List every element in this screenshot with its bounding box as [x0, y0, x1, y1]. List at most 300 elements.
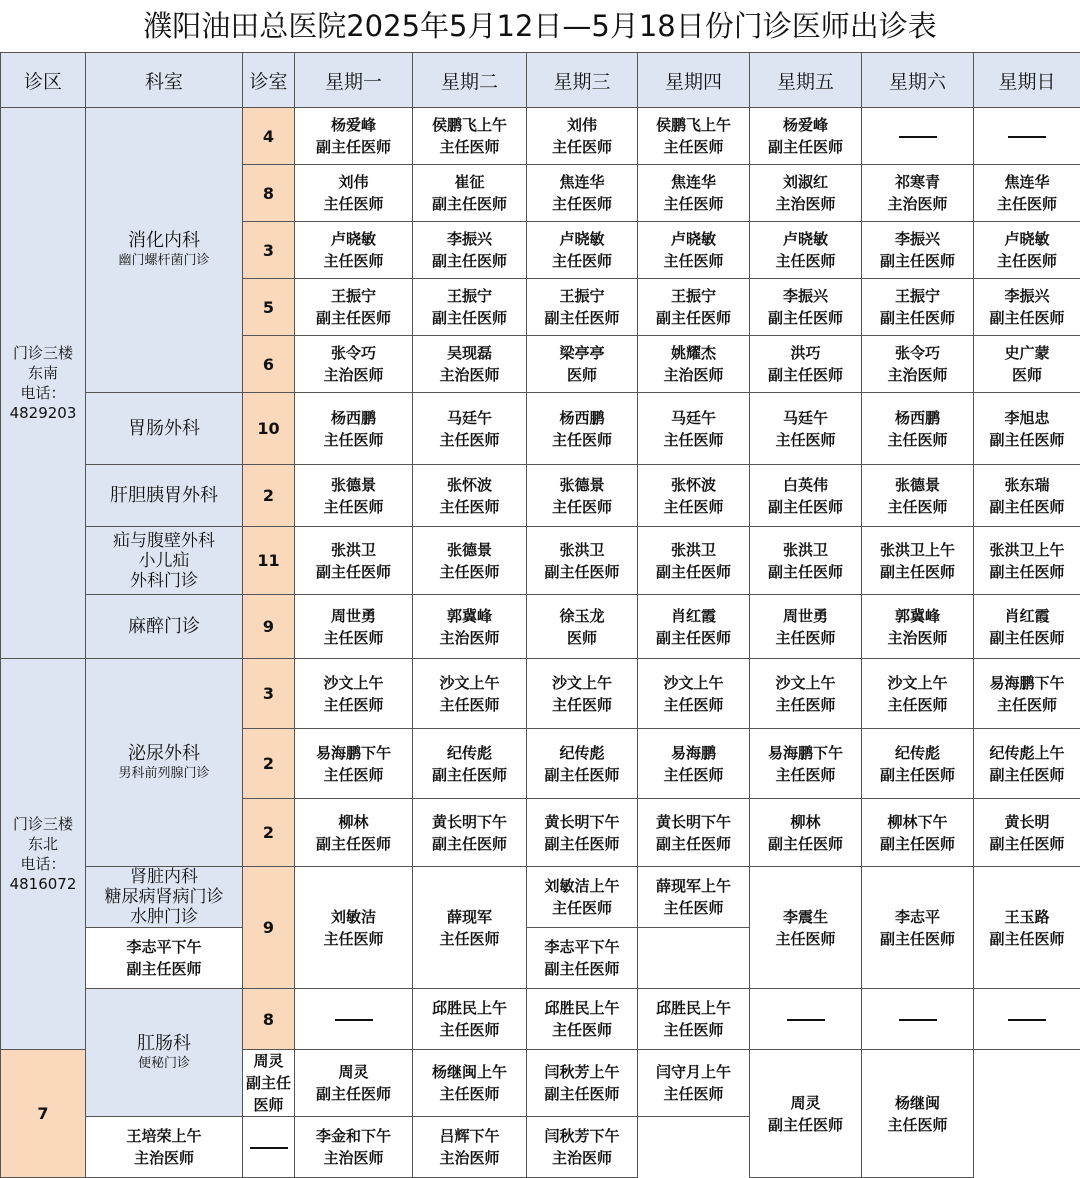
dept-line: 小儿疝 [86, 551, 242, 571]
doctor-name: 张怀波 [413, 474, 526, 496]
doctor-title: 主任医师 [413, 136, 526, 158]
cell-sun [974, 279, 1080, 336]
cell-mon [295, 659, 413, 729]
doctor-title: 副主任医师 [750, 136, 861, 158]
doctor-title: 主治医师 [413, 364, 526, 386]
doctor-name: 侯鹏飞上午 [413, 114, 526, 136]
cell-mon-pm [86, 1117, 243, 1178]
doctor-name: 吴现磊 [413, 342, 526, 364]
cell-mon [295, 222, 413, 279]
doctor-name: 沙文上午 [413, 672, 526, 694]
doctor-name: 王振宁 [295, 285, 412, 307]
cell-sat [862, 527, 974, 595]
dept-nephrology [86, 867, 243, 928]
doctor-name: 李振兴 [862, 228, 973, 250]
dept-anorectal [86, 989, 243, 1117]
doctor-title: 主任医师 [527, 897, 637, 919]
cell-tue [413, 165, 527, 222]
doctor-name: 杨西鹏 [295, 407, 412, 429]
cell-tue [413, 393, 527, 465]
doctor-name: 张德景 [862, 474, 973, 496]
doctor-name: 刘敏洁 [295, 906, 412, 928]
no-clinic-dash [899, 1019, 937, 1021]
doctor-title: 副主任医师 [527, 958, 637, 980]
page-title: 濮阳油田总医院2025年5月12日—5月18日份门诊医师出诊表 [0, 0, 1080, 52]
doctor-name: 易海鹏下午 [295, 742, 412, 764]
doctor-name: 焦连华 [974, 171, 1080, 193]
doctor-title: 副主任医师 [638, 833, 749, 855]
zone-phone: 4816072 [1, 874, 85, 894]
doctor-title: 医师 [527, 364, 637, 386]
doctor-name: 黄长明下午 [527, 811, 637, 833]
doctor-name: 杨爱峰 [295, 114, 412, 136]
dept-line: 疝与腹壁外科 [86, 531, 242, 551]
table-row [1, 393, 1080, 465]
doctor-name: 沙文上午 [295, 672, 412, 694]
cell-fri [750, 867, 862, 989]
doctor-title: 主治医师 [295, 364, 412, 386]
cell-tue [413, 465, 527, 527]
doctor-name: 易海鹏下午 [750, 742, 861, 764]
cell-sat [862, 659, 974, 729]
doctor-title: 主治医师 [413, 1147, 526, 1169]
doctor-title: 副主任医师 [862, 307, 973, 329]
cell-thu [638, 659, 750, 729]
doctor-title: 主任医师 [750, 250, 861, 272]
cell-wed [527, 108, 638, 165]
doctor-name: 张令巧 [862, 342, 973, 364]
doctor-title: 主治医师 [862, 364, 973, 386]
cell-fri [750, 595, 862, 659]
doctor-name: 沙文上午 [527, 672, 637, 694]
cell-wed-am [527, 867, 638, 928]
doctor-title: 主任医师 [295, 627, 412, 649]
cell-mon [295, 527, 413, 595]
cell-tue [413, 799, 527, 867]
room-number: 6 [243, 336, 295, 393]
doctor-title: 主任医师 [638, 897, 749, 919]
cell-sat [862, 393, 974, 465]
doctor-name: 张洪卫 [527, 539, 637, 561]
doctor-name: 李旭忠 [974, 407, 1080, 429]
dept-digestive [86, 108, 243, 393]
cell-fri [750, 279, 862, 336]
doctor-title: 主任医师 [295, 928, 412, 950]
dept-line: 肾脏内科 [86, 867, 242, 887]
doctor-title: 主任医师 [638, 136, 749, 158]
cell-wed [527, 799, 638, 867]
cell-tue-pm [243, 1117, 295, 1178]
cell-sat [862, 867, 974, 989]
doctor-name: 周灵 [750, 1092, 861, 1114]
doctor-name: 纪传彪上午 [974, 742, 1080, 764]
cell-tue [413, 659, 527, 729]
doctor-title: 主任医师 [862, 694, 973, 716]
cell-fri [750, 989, 862, 1050]
doctor-title: 主任医师 [413, 429, 526, 451]
room-number: 2 [243, 799, 295, 867]
doctor-name: 张德景 [413, 539, 526, 561]
cell-tue [413, 595, 527, 659]
cell-tue [413, 989, 527, 1050]
cell-fri [750, 165, 862, 222]
doctor-name: 张洪卫 [750, 539, 861, 561]
cell-fri [750, 336, 862, 393]
doctor-title: 主任医师 [413, 694, 526, 716]
cell-thu-pm [527, 928, 638, 989]
doctor-name: 白英伟 [750, 474, 861, 496]
no-clinic-dash [250, 1147, 288, 1149]
zone-line2: 东北 [1, 834, 85, 854]
doctor-title: 主治医师 [862, 627, 973, 649]
doctor-name: 史广蒙 [974, 342, 1080, 364]
doctor-name: 柳林 [295, 811, 412, 833]
doctor-title: 主任医师 [295, 250, 412, 272]
cell-thu [638, 465, 750, 527]
cell-mon [295, 336, 413, 393]
doctor-title: 主任医师 [527, 1019, 637, 1041]
zone-line3: 电话： [1, 383, 85, 403]
doctor-title: 主任医师 [527, 694, 637, 716]
doctor-name: 徐玉龙 [527, 605, 637, 627]
doctor-title: 主治医师 [527, 1147, 637, 1169]
cell-thu [638, 729, 750, 799]
doctor-name: 杨西鹏 [862, 407, 973, 429]
doctor-name: 柳林下午 [862, 811, 973, 833]
doctor-title: 副主任医师 [750, 364, 861, 386]
cell-tue [413, 279, 527, 336]
doctor-title: 主任医师 [527, 193, 637, 215]
cell-mon [295, 729, 413, 799]
table-row [1, 595, 1080, 659]
room-number: 4 [243, 108, 295, 165]
cell-tue [413, 336, 527, 393]
cell-sun [974, 336, 1080, 393]
doctor-name: 张洪卫 [638, 539, 749, 561]
doctor-title: 主任医师 [638, 694, 749, 716]
cell-sat [750, 1050, 862, 1178]
zone-line2: 东南 [1, 363, 85, 383]
doctor-name: 卢晓敏 [974, 228, 1080, 250]
cell-sun [974, 165, 1080, 222]
cell-mon [295, 595, 413, 659]
doctor-name: 吕辉下午 [413, 1125, 526, 1147]
no-clinic-dash [899, 136, 937, 138]
doctor-title: 副主任医师 [413, 250, 526, 272]
cell-sat [862, 465, 974, 527]
doctor-title: 副主任医师 [86, 958, 242, 980]
room-number: 10 [243, 393, 295, 465]
doctor-name: 王振宁 [638, 285, 749, 307]
doctor-title: 副主任医师 [527, 833, 637, 855]
no-clinic-dash [1008, 136, 1046, 138]
doctor-title: 主任医师 [295, 694, 412, 716]
zone-line1: 门诊三楼 [1, 814, 85, 834]
doctor-title: 副主任医师 [974, 307, 1080, 329]
room-number: 2 [243, 729, 295, 799]
table-row [1, 659, 1080, 729]
doctor-title: 主任医师 [638, 764, 749, 786]
doctor-name: 李志平 [862, 906, 973, 928]
cell-sat [862, 336, 974, 393]
doctor-name: 李金和下午 [295, 1125, 412, 1147]
room-number: 7 [1, 1050, 86, 1178]
cell-mon [295, 989, 413, 1050]
doctor-name: 周世勇 [295, 605, 412, 627]
dept-line: 外科门诊 [86, 571, 242, 591]
doctor-title: 主任医师 [527, 429, 637, 451]
cell-sun [974, 867, 1080, 989]
doctor-name: 郭冀峰 [862, 605, 973, 627]
doctor-title: 主治医师 [638, 364, 749, 386]
cell-fri [750, 729, 862, 799]
cell-wed [527, 465, 638, 527]
cell-fri-am [638, 1050, 750, 1117]
doctor-name: 刘淑红 [750, 171, 861, 193]
cell-mon [295, 108, 413, 165]
doctor-title: 副主任医师 [862, 833, 973, 855]
doctor-title: 主治医师 [413, 627, 526, 649]
doctor-name: 卢晓敏 [750, 228, 861, 250]
zone-line1: 门诊三楼 [1, 343, 85, 363]
doctor-title: 主治医师 [862, 193, 973, 215]
doctor-name: 闫秋芳下午 [527, 1125, 637, 1147]
no-clinic-dash [335, 1019, 373, 1021]
doctor-title: 副主任医师 [638, 627, 749, 649]
doctor-title: 副主任医师 [862, 928, 973, 950]
doctor-title: 主任医师 [527, 496, 637, 518]
header-dept: 科室 [86, 53, 243, 108]
doctor-title: 主任医师 [527, 250, 637, 272]
room-number: 9 [243, 595, 295, 659]
doctor-name: 纪传彪 [413, 742, 526, 764]
zone-southeast [1, 108, 86, 659]
doctor-title: 副主任医师 [527, 561, 637, 583]
cell-mon [295, 465, 413, 527]
header-sat: 星期六 [862, 53, 974, 108]
cell-tue [413, 108, 527, 165]
doctor-title: 医师 [527, 627, 637, 649]
doctor-name: 马廷午 [750, 407, 861, 429]
doctor-title: 主任医师 [413, 1083, 526, 1105]
doctor-name: 王振宁 [527, 285, 637, 307]
dept-subtitle: 男科前列腺门诊 [86, 765, 242, 783]
doctor-title: 副主任医师 [413, 764, 526, 786]
dept-hepatobiliary [86, 465, 243, 527]
doctor-title: 主任医师 [527, 136, 637, 158]
cell-tue [413, 527, 527, 595]
doctor-name: 李振兴 [413, 228, 526, 250]
doctor-title: 主任医师 [974, 694, 1080, 716]
doctor-title: 主治医师 [86, 1147, 242, 1169]
doctor-title: 主任医师 [638, 429, 749, 451]
cell-fri [750, 465, 862, 527]
dept-hernia [86, 527, 243, 595]
room-number: 5 [243, 279, 295, 336]
header-wed: 星期三 [527, 53, 638, 108]
cell-thu [638, 336, 750, 393]
doctor-name: 崔征 [413, 171, 526, 193]
cell-thu [638, 799, 750, 867]
cell-sun [974, 465, 1080, 527]
doctor-title: 主任医师 [413, 561, 526, 583]
cell-sat [862, 108, 974, 165]
no-clinic-dash [787, 1019, 825, 1021]
header-thu: 星期四 [638, 53, 750, 108]
doctor-name: 张德景 [527, 474, 637, 496]
cell-fri [750, 222, 862, 279]
table-row [1, 527, 1080, 595]
doctor-name: 侯鹏飞上午 [638, 114, 749, 136]
doctor-name: 闫秋芳上午 [527, 1061, 637, 1083]
table-row [1, 108, 1080, 165]
doctor-title: 主任医师 [750, 694, 861, 716]
doctor-title: 主治医师 [750, 193, 861, 215]
doctor-name: 刘敏洁上午 [527, 875, 637, 897]
doctor-title: 主任医师 [295, 429, 412, 451]
dept-name: 肛肠科 [86, 1033, 242, 1055]
doctor-title: 主任医师 [750, 928, 861, 950]
doctor-name: 马廷午 [638, 407, 749, 429]
doctor-name: 卢晓敏 [527, 228, 637, 250]
doctor-title: 主任医师 [862, 429, 973, 451]
cell-mon [295, 279, 413, 336]
cell-sun [974, 799, 1080, 867]
doctor-name: 黄长明下午 [638, 811, 749, 833]
dept-name: 胃肠外科 [86, 418, 242, 440]
cell-wed [527, 989, 638, 1050]
doctor-name: 杨继闽 [862, 1092, 973, 1114]
cell-thu-pm [413, 1117, 527, 1178]
room-number: 9 [243, 867, 295, 989]
doctor-name: 周灵 [295, 1061, 412, 1083]
doctor-name: 王振宁 [862, 285, 973, 307]
cell-thu [638, 527, 750, 595]
doctor-title: 副主任医师 [862, 764, 973, 786]
cell-wed [527, 659, 638, 729]
cell-sun [862, 1050, 974, 1178]
doctor-title: 主任医师 [750, 627, 861, 649]
doctor-title: 副主任医师 [750, 833, 861, 855]
doctor-name: 邱胜民上午 [527, 997, 637, 1019]
cell-wed [527, 393, 638, 465]
doctor-title: 副主任医师 [638, 307, 749, 329]
cell-thu [638, 165, 750, 222]
cell-sun [974, 393, 1080, 465]
header-row [1, 53, 1080, 108]
doctor-title: 主任医师 [638, 193, 749, 215]
room-number: 8 [243, 165, 295, 222]
doctor-title: 副主任医师 [974, 561, 1080, 583]
header-mon: 星期一 [295, 53, 413, 108]
doctor-name: 沙文上午 [750, 672, 861, 694]
doctor-name: 杨爱峰 [750, 114, 861, 136]
doctor-title: 副主任医师 [974, 627, 1080, 649]
header-fri: 星期五 [750, 53, 862, 108]
doctor-name: 张东瑞 [974, 474, 1080, 496]
doctor-title: 副主任医师 [295, 1083, 412, 1105]
dept-name: 泌尿外科 [86, 743, 242, 765]
cell-wed [527, 222, 638, 279]
doctor-title: 主任医师 [295, 193, 412, 215]
doctor-name: 易海鹏下午 [974, 672, 1080, 694]
room-number: 2 [243, 465, 295, 527]
room-number: 3 [243, 659, 295, 729]
doctor-name: 姚耀杰 [638, 342, 749, 364]
header-sun: 星期日 [974, 53, 1080, 108]
doctor-title: 副主任医师 [295, 136, 412, 158]
cell-wed [527, 336, 638, 393]
doctor-name: 张洪卫上午 [862, 539, 973, 561]
header-tue: 星期二 [413, 53, 527, 108]
doctor-name: 柳林 [750, 811, 861, 833]
dept-urology [86, 659, 243, 867]
cell-sun [974, 659, 1080, 729]
doctor-title: 副主任医师 [974, 496, 1080, 518]
doctor-title: 主任医师 [974, 250, 1080, 272]
cell-wed [527, 279, 638, 336]
cell-tue [413, 867, 527, 989]
cell-thu [638, 279, 750, 336]
doctor-title: 副主任医师 [295, 561, 412, 583]
cell-sat [862, 729, 974, 799]
doctor-title: 主治医师 [295, 1147, 412, 1169]
cell-thu [638, 222, 750, 279]
cell-thu [638, 393, 750, 465]
cell-sun [974, 989, 1080, 1050]
cell-mon [295, 867, 413, 989]
doctor-title: 副主任医师 [974, 928, 1080, 950]
doctor-name: 黄长明 [974, 811, 1080, 833]
dept-name: 消化内科 [86, 230, 242, 252]
doctor-title: 副主任医师 [527, 307, 637, 329]
doctor-title: 副主任医师 [974, 833, 1080, 855]
doctor-name: 焦连华 [527, 171, 637, 193]
doctor-name: 邱胜民上午 [638, 997, 749, 1019]
doctor-name: 肖红霞 [638, 605, 749, 627]
doctor-title: 副主任医师 [974, 429, 1080, 451]
cell-thu-am [527, 1050, 638, 1117]
doctor-name: 洪巧 [750, 342, 861, 364]
doctor-name: 张怀波 [638, 474, 749, 496]
doctor-title: 主任医师 [862, 1114, 973, 1136]
doctor-title: 副主任医师 [413, 833, 526, 855]
cell-sat [862, 279, 974, 336]
doctor-name: 肖红霞 [974, 605, 1080, 627]
doctor-title: 主任医师 [638, 250, 749, 272]
doctor-title: 副主任医师 [295, 833, 412, 855]
cell-wed [527, 527, 638, 595]
doctor-name: 张德景 [295, 474, 412, 496]
doctor-name: 李振兴 [974, 285, 1080, 307]
room-number: 3 [243, 222, 295, 279]
doctor-title: 副主任医师 [638, 561, 749, 583]
doctor-title: 副主任医师 [750, 307, 861, 329]
doctor-title: 主任医师 [974, 193, 1080, 215]
doctor-name: 沙文上午 [638, 672, 749, 694]
doctor-title: 主任医师 [413, 1019, 526, 1041]
doctor-title: 主任医师 [413, 928, 526, 950]
dept-line: 水肿门诊 [86, 907, 242, 927]
doctor-name: 闫守月上午 [638, 1061, 749, 1083]
doctor-title: 副主任医师 [295, 307, 412, 329]
header-room: 诊室 [243, 53, 295, 108]
zone-phone: 4829203 [1, 403, 85, 423]
doctor-title: 主任医师 [750, 764, 861, 786]
cell-mon-am [243, 1050, 295, 1117]
cell-sun [974, 108, 1080, 165]
cell-sun [974, 527, 1080, 595]
